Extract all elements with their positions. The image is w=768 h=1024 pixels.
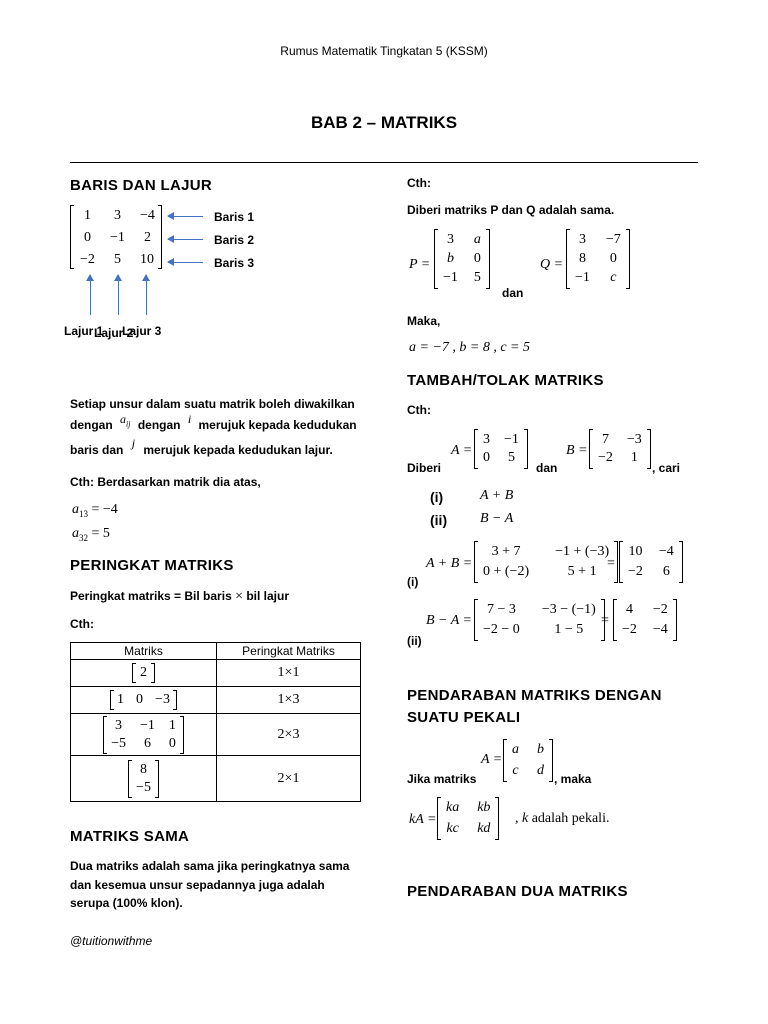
cell: −2 — [80, 252, 95, 267]
cell: 5 + 1 — [567, 564, 597, 579]
cell: a — [473, 232, 481, 247]
cell: c — [512, 763, 519, 778]
page-title: BAB 2 – MATRIKS — [310, 113, 458, 132]
label-Q: Q = — [540, 257, 564, 272]
cell: 0 — [609, 251, 617, 266]
cell: 6 — [662, 564, 670, 579]
label-kA: kA = — [409, 812, 437, 827]
matrix-cell — [71, 687, 217, 714]
heading-baris-dan-lajur: BARIS DAN LAJUR — [70, 177, 213, 194]
cell: 8 — [578, 251, 586, 266]
cell: 0 + (−2) — [483, 564, 530, 579]
label-P: P = — [409, 257, 431, 272]
cell: 0 — [483, 450, 490, 465]
subscript: 13 — [79, 508, 88, 519]
cell: −1 — [140, 717, 155, 733]
example-a13: $a_{13} = -4$ — [72, 502, 118, 519]
jika-matriks-label: Jika matriks — [407, 772, 477, 786]
cell: −5 — [136, 779, 151, 795]
cell: −1 — [110, 230, 125, 245]
times-symbol: × — [235, 589, 243, 604]
example-a32: $a_{32} = 5$ — [72, 526, 110, 543]
matrix-cell — [71, 660, 217, 687]
cell: 10 — [628, 544, 643, 559]
arrow-up-icon — [146, 275, 147, 315]
label-B: B = — [566, 443, 588, 458]
cell: −4 — [140, 208, 155, 223]
solution-ii-label: (ii) — [407, 634, 422, 648]
part-i-expression: A + B — [480, 488, 514, 503]
cell: 4 — [625, 602, 633, 617]
text: dengan — [70, 418, 113, 432]
paragraph-line: Dua matriks adalah sama jika peringkatnya sama — [70, 859, 350, 873]
heading-peringkat-matriks: PERINGKAT MATRIKS — [70, 557, 234, 574]
text: merujuk kepada kedudukan lajur. — [143, 443, 333, 457]
paragraph-line — [70, 412, 357, 434]
cell: −1 — [504, 432, 519, 447]
symbol-k: k — [522, 811, 529, 826]
maka-label: , maka — [554, 772, 592, 786]
cell: −1 + (−3) — [555, 544, 610, 559]
cell: 3 — [483, 432, 490, 447]
cell: 1 — [84, 208, 91, 223]
cari-label: , cari — [652, 461, 681, 475]
cell: 5 — [507, 450, 515, 465]
rank-value: 1×3 — [217, 687, 361, 714]
cell: −3 − (−1) — [541, 602, 596, 617]
part-i-label: (i) — [430, 489, 444, 505]
label-A: A = — [481, 752, 503, 767]
cell: −3 — [155, 692, 170, 707]
equal-matrices-intro: Diberi matriks P dan Q adalah sama. — [407, 203, 615, 217]
cell: kc — [446, 821, 459, 836]
cell: 0 — [168, 735, 176, 751]
cell: −5 — [111, 735, 126, 751]
arrow-up-icon — [90, 275, 91, 315]
col-matriks: Matriks — [71, 643, 217, 660]
symbol-j: j — [131, 436, 136, 450]
cell: 0 — [136, 692, 144, 707]
symbol-i: i — [187, 412, 192, 426]
paragraph-line: dan kesemua unsur sepadannya juga adalah — [70, 878, 325, 892]
cell: 7 — [601, 432, 609, 447]
cell: 1 — [168, 717, 176, 733]
equals-sign: = — [607, 556, 615, 571]
cell: 3 + 7 — [491, 544, 521, 559]
diberi-label: Diberi — [407, 461, 442, 475]
value: = −4 — [91, 502, 118, 517]
arrow-up-icon — [118, 275, 119, 315]
matrix-kA — [437, 798, 499, 839]
cell: 1 — [117, 692, 125, 707]
cell: 3 — [115, 717, 123, 733]
label-lajur-3: Lajur 3 — [122, 324, 162, 338]
cell: 0 — [473, 251, 481, 266]
cth-label: Cth: — [407, 176, 431, 190]
arrow-left-icon — [168, 262, 203, 263]
cell: 7 − 3 — [486, 602, 516, 617]
rank-table — [70, 642, 361, 802]
cell: −1 — [443, 270, 458, 285]
cell: 8 — [140, 761, 147, 777]
dan-label: dan — [536, 461, 558, 475]
text: merujuk kepada kedudukan — [198, 418, 357, 432]
solution-i-result — [619, 542, 683, 582]
heading-tambah-tolak: TAMBAH/TOLAK MATRIKS — [407, 372, 604, 389]
label-A: A = — [451, 443, 473, 458]
example-matrix-3x3 — [70, 205, 162, 269]
footer-handle: @tuitionwithme — [70, 934, 153, 948]
value: = 5 — [91, 526, 110, 541]
label-baris-2: Baris 2 — [214, 233, 255, 247]
title-divider — [70, 162, 698, 163]
example-intro: Cth: Berdasarkan matrik dia atas, — [70, 475, 261, 489]
cell: 1 − 5 — [554, 622, 584, 637]
matrix-B — [589, 430, 651, 468]
matrix-cell — [71, 714, 217, 756]
table-row — [71, 687, 361, 714]
rank-value: 1×1 — [217, 660, 361, 687]
part-ii-expression: B − A — [480, 511, 514, 526]
cell: 10 — [140, 252, 154, 267]
arrow-left-icon — [168, 239, 203, 240]
cell: −4 — [652, 622, 668, 637]
cell: kd — [477, 821, 491, 836]
cell: b — [537, 742, 544, 757]
cell: d — [537, 763, 544, 778]
cell: 5 — [473, 270, 481, 285]
cell: −2 — [628, 564, 643, 579]
label-lajur-1: Lajur 1 — [64, 324, 104, 338]
paragraph-line: serupa (100% klon). — [70, 896, 183, 910]
cell: 2 — [144, 230, 151, 245]
equals-sign: = — [601, 613, 609, 628]
cell: 5 — [114, 252, 121, 267]
equal-matrices-result: a = −7 , b = 8 , c = 5 — [409, 340, 531, 355]
matrix-A — [474, 430, 528, 468]
solution-ii-working — [474, 600, 605, 640]
heading-pendaraban-pekali: PENDARABAN MATRIKS DENGAN — [407, 687, 662, 704]
cell: −2 — [652, 602, 668, 617]
matrix-P — [434, 230, 490, 288]
cell: −2 — [622, 622, 637, 637]
cth-label: Cth: — [407, 403, 431, 417]
cth-label: Cth: — [70, 617, 94, 631]
matrix-cell — [71, 756, 217, 802]
subscript: 32 — [79, 532, 88, 543]
cell: ka — [446, 800, 460, 815]
document-header: Rumus Matematik Tingkatan 5 (KSSM) — [280, 44, 488, 58]
pekali-note: , k adalah pekali. — [515, 811, 610, 826]
cell: kb — [477, 800, 491, 815]
cell: −4 — [658, 544, 674, 559]
arrow-left-icon — [168, 216, 203, 217]
cell: 3 — [114, 208, 121, 223]
rank-definition — [70, 589, 289, 605]
text: adalah pekali. — [531, 811, 610, 826]
symbol-a: a — [120, 412, 127, 426]
paragraph-line: Setiap unsur dalam suatu matrik boleh diwakilkan — [70, 397, 355, 411]
rank-value: 2×1 — [217, 756, 361, 802]
cell: −2 — [598, 450, 613, 465]
cell: 6 — [143, 735, 151, 751]
label-baris-3: Baris 3 — [214, 256, 255, 270]
heading-matriks-sama: MATRIKS SAMA — [70, 828, 190, 845]
cell: −7 — [605, 232, 621, 247]
cell: 3 — [446, 232, 454, 247]
matrix-Q — [566, 230, 630, 288]
solution-i-label: (i) — [407, 575, 419, 589]
col-peringkat: Peringkat Matriks — [217, 643, 361, 660]
cell: 2 — [140, 665, 147, 680]
cell: −3 — [626, 432, 642, 447]
table-row — [71, 756, 361, 802]
heading-pendaraban-dua-matriks: PENDARABAN DUA MATRIKS — [407, 883, 628, 900]
cell: b — [446, 251, 454, 266]
solution-ii-lhs: B − A = — [426, 613, 472, 628]
table-header-row — [71, 643, 361, 660]
table-row — [71, 660, 361, 687]
solution-i-lhs: A + B = — [426, 556, 473, 571]
part-ii-label: (ii) — [430, 512, 448, 528]
label-baris-1: Baris 1 — [214, 210, 255, 224]
label-lajur-2: Lajur 2 — [94, 326, 134, 340]
text: dengan — [137, 418, 181, 432]
matrix-A-general — [503, 740, 553, 781]
cell: c — [610, 270, 617, 285]
text: bil lajur — [246, 589, 290, 603]
text: Peringkat matriks = Bil baris — [70, 589, 232, 603]
solution-i-working — [474, 542, 618, 582]
cell: 1 — [630, 450, 638, 465]
cell: −2 − 0 — [483, 622, 520, 637]
rank-value: 2×3 — [217, 714, 361, 756]
solution-ii-result — [613, 600, 677, 640]
text: baris dan — [70, 443, 124, 457]
cell: 3 — [578, 232, 586, 247]
heading-pendaraban-pekali-line2: SUATU PEKALI — [407, 709, 521, 726]
cell: a — [512, 742, 519, 757]
table-row — [71, 714, 361, 756]
cell: −1 — [575, 270, 590, 285]
maka-label: Maka, — [407, 314, 441, 328]
subscript: ij — [126, 419, 131, 429]
dan-label: dan — [502, 286, 524, 300]
cell: 0 — [84, 230, 91, 245]
paragraph-line — [70, 436, 333, 458]
